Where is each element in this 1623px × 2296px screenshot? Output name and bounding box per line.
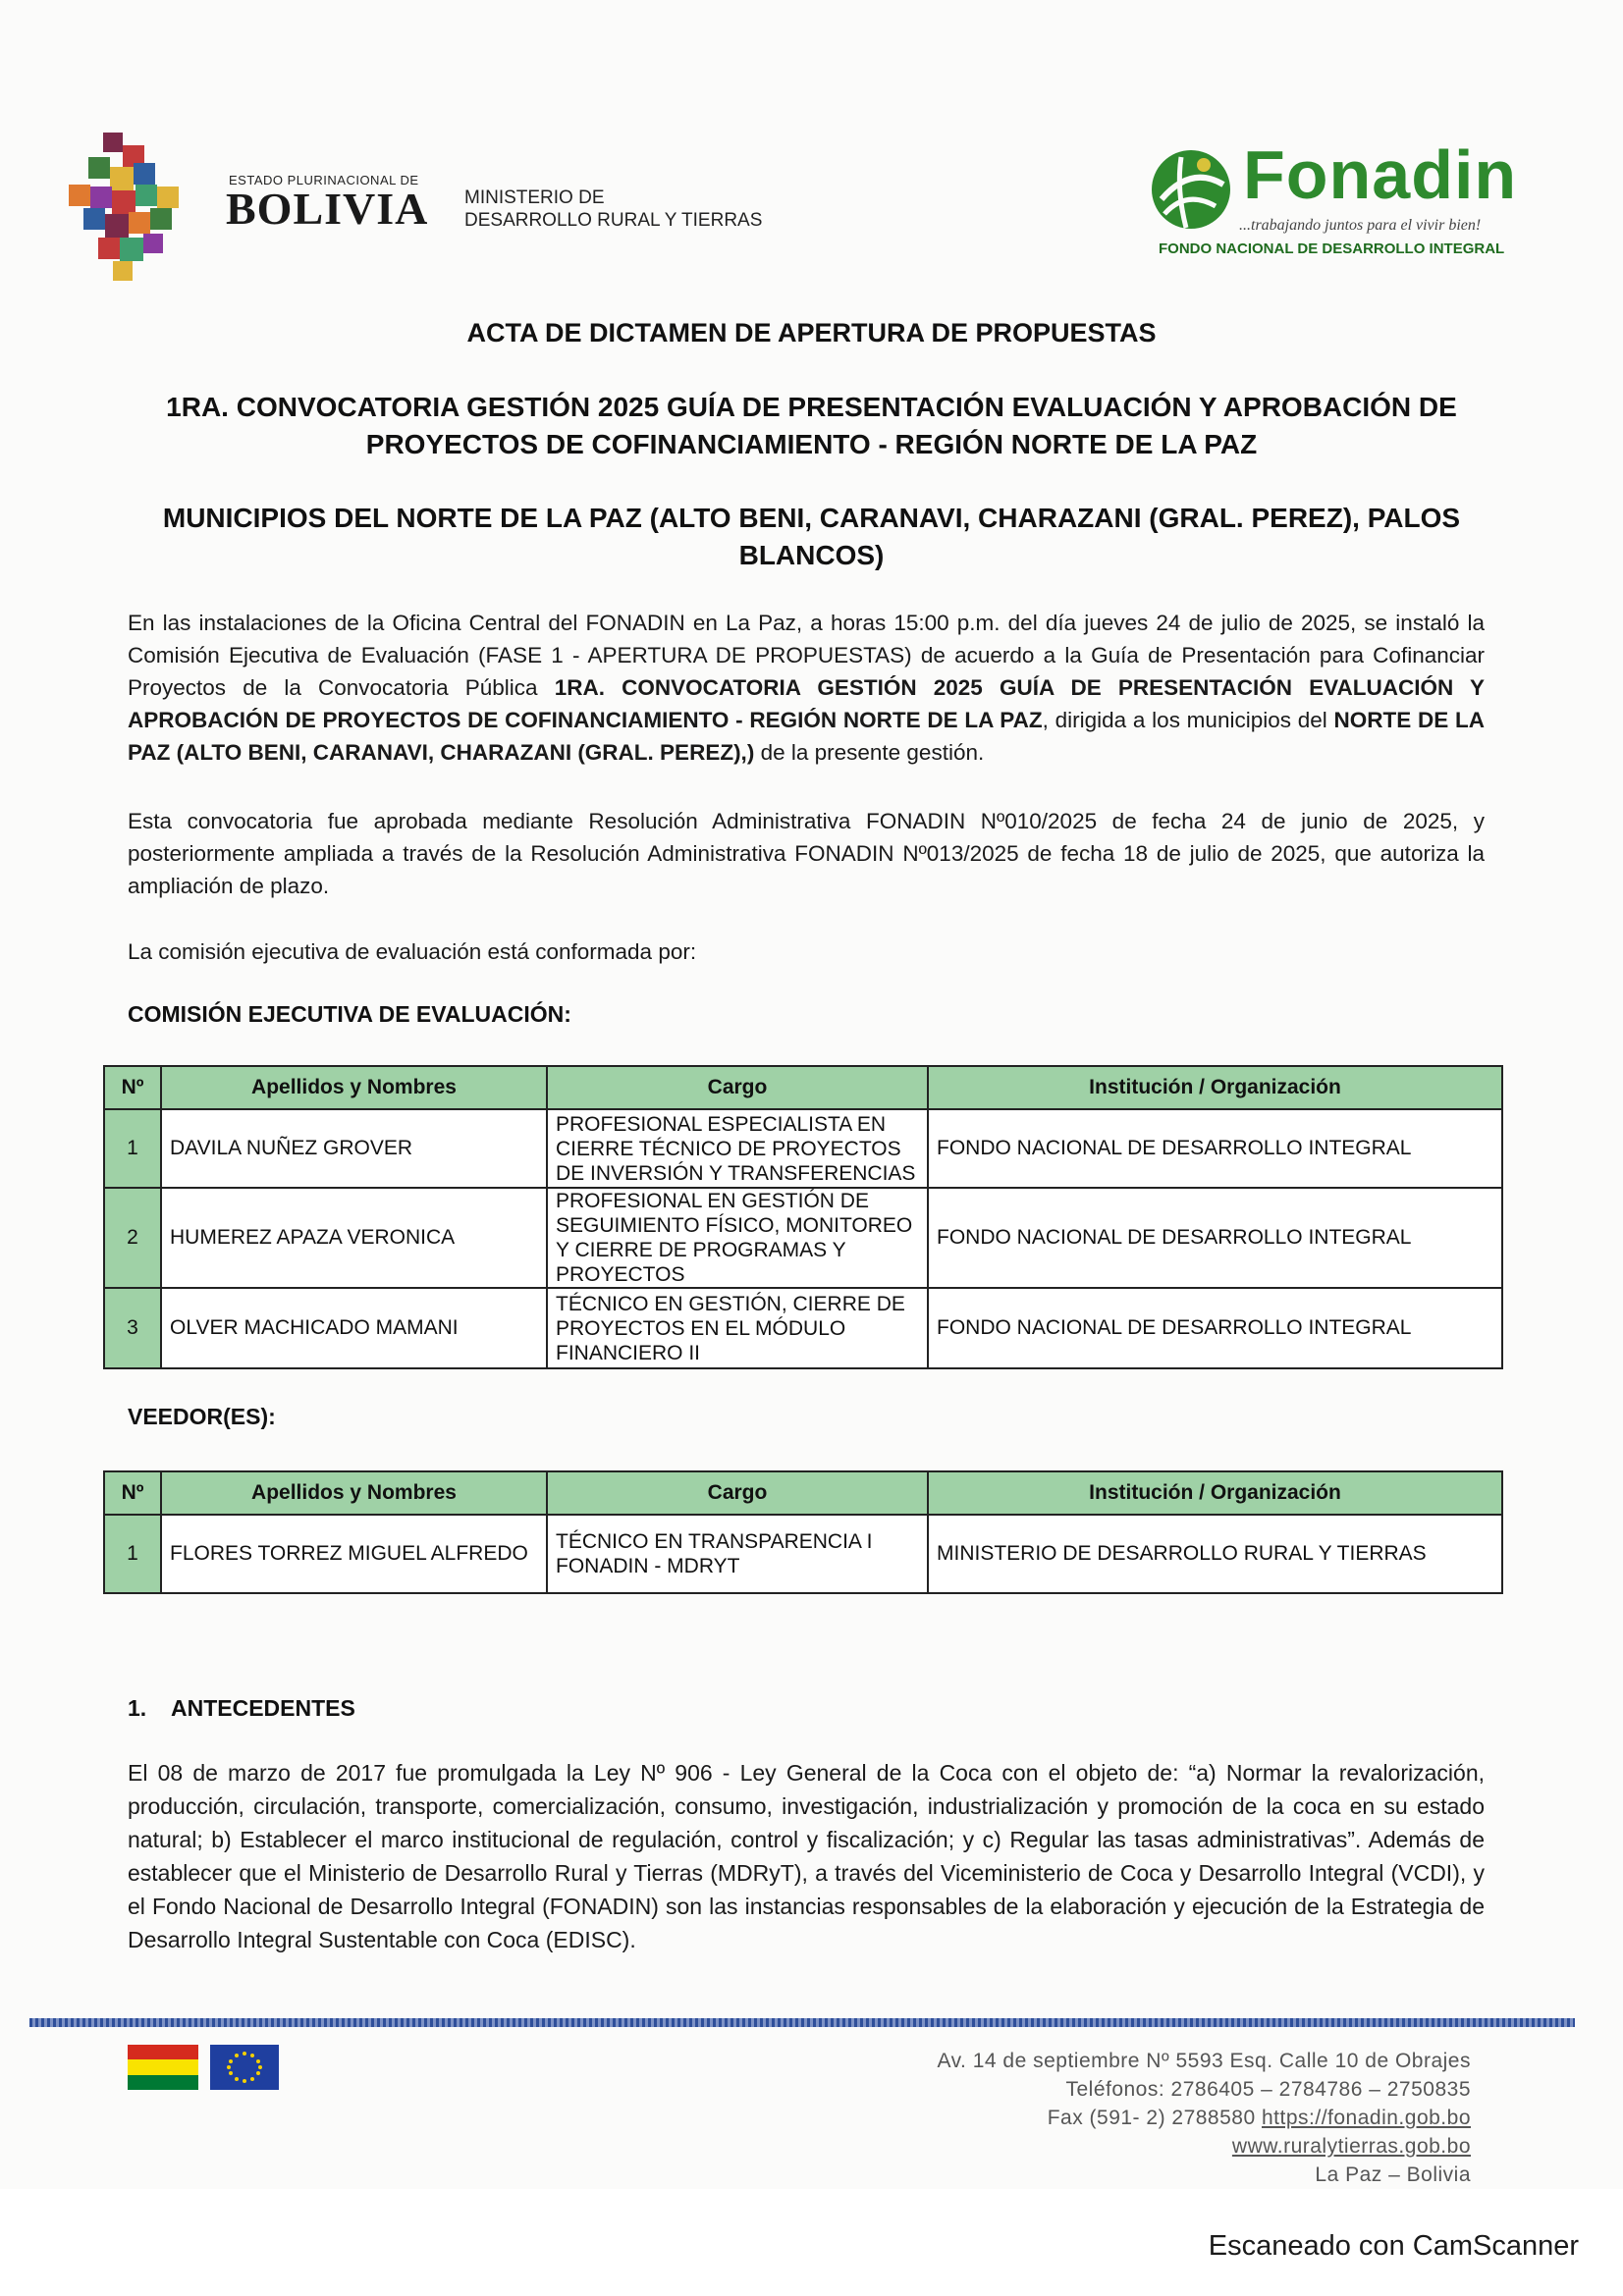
bolivia-flag-icon <box>128 2045 198 2090</box>
ministry-line2: DESARROLLO RURAL Y TIERRAS <box>464 210 763 231</box>
section-title: ANTECEDENTES <box>171 1695 355 1721</box>
municipios-line1: MUNICIPIOS DEL NORTE DE LA PAZ (ALTO BENI, CARANAVI, CHARAZANI (GRAL. PEREZ), PALOS <box>162 503 1461 533</box>
member-cargo: PROFESIONAL EN GESTIÓN DE SEGUIMIENTO FÍSICO, MONITOREO Y CIERRE DE PROGRAMAS Y PROYECTOS <box>547 1188 928 1288</box>
convocatoria-title <box>0 389 1623 463</box>
table-row <box>104 1109 1502 1188</box>
col-header-number: Nº <box>104 1471 161 1515</box>
bolivia-emblem-icon <box>69 128 196 285</box>
col-header-name: Apellidos y Nombres <box>161 1066 547 1109</box>
resolution-paragraph: Esta convocatoria fue aprobada mediante Resolución Administrativa FONADIN Nº010/2025 de fecha 24 de junio de 2025, y posteriormente ampliada a través de la Resolución Administrativa FONADIN Nº013/2025 de fecha 18 de julio de 2025, que autoriza la ampliación de plazo. <box>128 809 1485 898</box>
camscanner-watermark: Escaneado con CamScanner <box>1208 2230 1579 2262</box>
fonadin-fullname: FONDO NACIONAL DE DESARROLLO INTEGRAL <box>1159 240 1505 257</box>
eu-flag-icon <box>210 2045 279 2090</box>
veedor-name: FLORES TORREZ MIGUEL ALFREDO <box>161 1515 547 1593</box>
member-institution: FONDO NACIONAL DE DESARROLLO INTEGRAL <box>928 1109 1502 1188</box>
fonadin-slogan: ...trabajando juntos para el vivir bien! <box>1239 217 1482 234</box>
col-header-cargo: Cargo <box>547 1066 928 1109</box>
table-row <box>104 1188 1502 1288</box>
veedor-institution: MINISTERIO DE DESARROLLO RURAL Y TIERRAS <box>928 1515 1502 1593</box>
antecedentes-paragraph: El 08 de marzo de 2017 fue promulgada la Ley Nº 906 - Ley General de la Coca con el objeto de: “a) Normar la revalorización, producción, circulación, transporte, comercialización, consumo, investigación, industrialización y promoción de la coca en su estado natural; b) Establecer el marco institucional de regulación, control y fiscalización; y c) Regular las tasas administrativas”. Además de establecer que el Ministerio de Desarrollo Rural y Tierras (MDRyT), a través del Viceministerio de Coca y Desarrollo Integral (VCDI), y el Fondo Nacional de Desarrollo Integral (FONADIN) son las instancias responsables de la elaboración y ejecución de la Estrategia de Desarrollo Integral Sustentable con Coca (EDISC). <box>128 1760 1485 1952</box>
intro-text-a: En las instalaciones de la Oficina Central del FONADIN en La Paz, a horas 15:00 p.m. del día jueves 24 de julio de 2025, se instaló la Comisión Ejecutiva de Evaluación (FASE 1 - APERTURA DE PROPUESTAS) de acuerdo a la Guía de Presentación para Cofinanciar Proyectos de la Convocatoria Pública <box>128 611 1485 700</box>
member-name: OLVER MACHICADO MAMANI <box>161 1288 547 1368</box>
row-number: 2 <box>104 1188 161 1288</box>
row-number: 1 <box>104 1109 161 1188</box>
footer-fax: Fax (591- 2) 2788580 <box>1047 2107 1256 2129</box>
commission-table <box>103 1065 1503 1369</box>
table-header-row <box>104 1066 1502 1109</box>
commission-heading: COMISIÓN EJECUTIVA DE EVALUACIÓN: <box>128 1001 571 1027</box>
intro-text-e: de la presente gestión. <box>754 740 985 765</box>
member-cargo: TÉCNICO EN GESTIÓN, CIERRE DE PROYECTOS EN EL MÓDULO FINANCIERO II <box>547 1288 928 1368</box>
ministry-name <box>464 187 762 232</box>
veedor-cargo: TÉCNICO EN TRANSPARENCIA I FONADIN - MDRYT <box>547 1515 928 1593</box>
table-header-row <box>104 1471 1502 1515</box>
municipios-title <box>0 500 1623 574</box>
col-header-institution: Institución / Organización <box>928 1066 1502 1109</box>
member-institution: FONDO NACIONAL DE DESARROLLO INTEGRAL <box>928 1188 1502 1288</box>
member-cargo: PROFESIONAL ESPECIALISTA EN CIERRE TÉCNICO DE PROYECTOS DE INVERSIÓN Y TRANSFERENCIAS <box>547 1109 928 1188</box>
col-header-cargo: Cargo <box>547 1471 928 1515</box>
footer-address: Av. 14 de septiembre Nº 5593 Esq. Calle 10 de Obrajes <box>937 2050 1471 2072</box>
document-title: ACTA DE DICTAMEN DE APERTURA DE PROPUESTAS <box>466 318 1157 347</box>
ministry-line1: MINISTERIO DE <box>464 187 605 208</box>
footer-fax-line <box>937 2104 1471 2132</box>
col-header-institution: Institución / Organización <box>928 1471 1502 1515</box>
intro-municipios-bold: NORTE DE LA PAZ (ALTO BENI, CARANAVI, CHARAZANI (GRAL. PEREZ),) <box>128 708 1485 765</box>
veedores-heading: VEEDOR(ES): <box>128 1404 276 1429</box>
bolivia-wordmark: BOLIVIA <box>226 184 429 234</box>
state-label: ESTADO PLURINACIONAL DE <box>229 173 419 187</box>
table-row <box>104 1288 1502 1368</box>
footer-phones: Teléfonos: 2786405 – 2784786 – 2750835 <box>1065 2078 1471 2101</box>
footer-contact <box>937 2047 1471 2189</box>
convocatoria-line2: PROYECTOS DE COFINANCIAMIENTO - REGIÓN NORTE DE LA PAZ <box>365 429 1258 459</box>
col-header-number: Nº <box>104 1066 161 1109</box>
fonadin-globe-icon <box>1147 145 1235 234</box>
row-number: 1 <box>104 1515 161 1593</box>
row-number: 3 <box>104 1288 161 1368</box>
footer-divider <box>29 2018 1575 2027</box>
footer-city: La Paz – Bolivia <box>1315 2163 1471 2186</box>
fonadin-wordmark: Fonadin <box>1243 136 1518 213</box>
commission-intro: La comisión ejecutiva de evaluación está conformada por: <box>128 939 697 964</box>
footer-web-fonadin[interactable]: https://fonadin.gob.bo <box>1262 2107 1471 2129</box>
col-header-name: Apellidos y Nombres <box>161 1471 547 1515</box>
member-name: HUMEREZ APAZA VERONICA <box>161 1188 547 1288</box>
intro-paragraph <box>128 607 1485 769</box>
veedores-table <box>103 1470 1503 1594</box>
member-name: DAVILA NUÑEZ GROVER <box>161 1109 547 1188</box>
intro-text-c: , dirigida a los municipios del <box>1042 708 1334 732</box>
footer-web-ruralytierras[interactable]: www.ruralytierras.gob.bo <box>1231 2135 1471 2158</box>
convocatoria-line1: 1RA. CONVOCATORIA GESTIÓN 2025 GUÍA DE PRESENTACIÓN EVALUACIÓN Y APROBACIÓN DE <box>166 392 1457 422</box>
section-number: 1. <box>128 1695 147 1721</box>
intro-convocatoria-bold: 1RA. CONVOCATORIA GESTIÓN 2025 GUÍA DE PRESENTACIÓN EVALUACIÓN Y APROBACIÓN DE PROYECTOS DE COFINANCIAMIENTO - REGIÓN NORTE DE LA PAZ <box>128 675 1485 732</box>
municipios-line2: BLANCOS) <box>738 540 885 570</box>
table-row <box>104 1515 1502 1593</box>
member-institution: FONDO NACIONAL DE DESARROLLO INTEGRAL <box>928 1288 1502 1368</box>
antecedentes-heading <box>128 1695 355 1722</box>
